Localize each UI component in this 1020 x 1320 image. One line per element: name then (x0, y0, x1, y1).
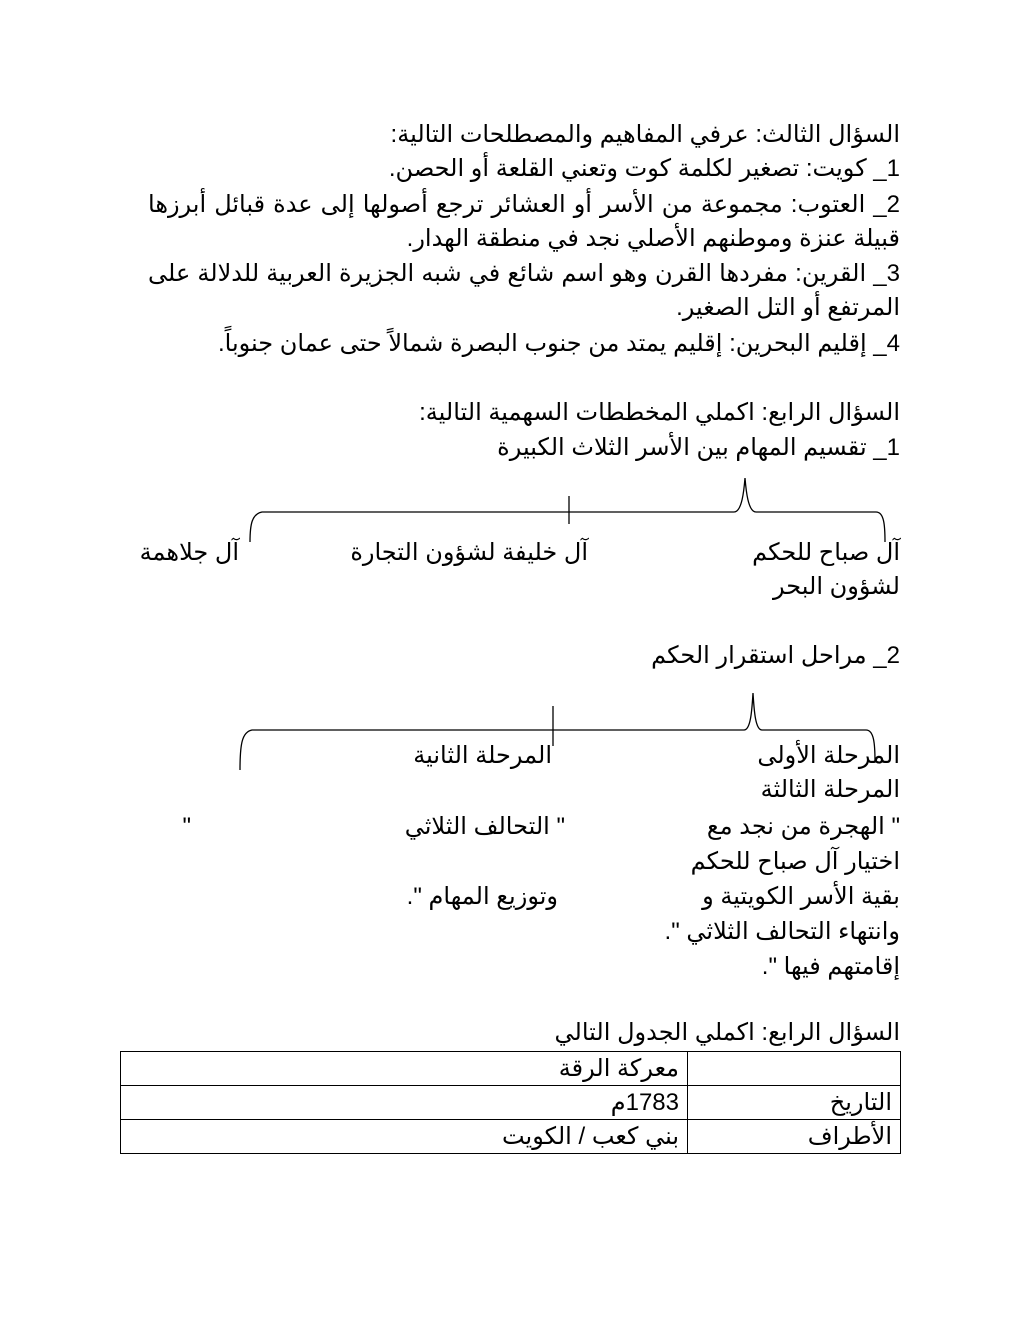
q3-item-2-line-1: 2_ العتوب: مجموعة من الأسر أو العشائر ترجع أصولها إلى عدة قبائل أبرزها (148, 191, 900, 218)
diagram2-quote-mark: " (182, 813, 191, 840)
diagram2-stage-2: المرحلة الثانية (413, 742, 552, 769)
table-value-parties: بني كعب / الكويت (121, 1120, 688, 1154)
diagram1-branch-3: آل جلاهمة (139, 539, 239, 566)
diagram2-line-c: بقية الأسر الكويتية و (702, 883, 900, 910)
table-row (121, 1120, 901, 1154)
diagram2-line-e: إقامتهم فيها ". (761, 953, 900, 980)
table-row (121, 1086, 901, 1120)
q3-title: السؤال الثالث: عرفي المفاهيم والمصطلحات التالية: (390, 121, 900, 148)
diagram1-title: 1_ تقسيم المهام بين الأسر الثلاث الكبيرة (497, 434, 900, 461)
diagram2-stage-3: المرحلة الثالثة (760, 776, 900, 803)
diagram1-branch-1: آل صباح للحكم (752, 539, 900, 566)
battle-table (120, 1051, 901, 1154)
diagram2-quote-open: " الهجرة من نجد مع (706, 813, 900, 840)
diagram2-title: 2_ مراحل استقرار الحكم (651, 642, 900, 669)
diagram2-stage-1: المرحلة الأولى (757, 742, 900, 769)
q3-item-3-line-2: المرتفع أو التل الصغير. (676, 294, 900, 321)
table-value-date: 1783م (121, 1086, 688, 1120)
diagram2-line-c2: وتوزيع المهام ". (406, 883, 558, 910)
diagram2-line-b: اختيار آل صباح للحكم (690, 848, 900, 875)
q3-item-1: 1_ كويت: تصغير لكلمة كوت وتعني القلعة أو الحصن. (388, 155, 900, 182)
q5-title: السؤال الرابع: اكملي الجدول التالي (554, 1019, 900, 1046)
table-header-value: معركة الرقة (121, 1052, 688, 1086)
diagram2-alliance: " التحالف الثلاثي (404, 813, 565, 840)
q4-title: السؤال الرابع: اكملي المخططات السهمية التالية: (419, 399, 900, 426)
table-row (121, 1052, 901, 1086)
diagram1-branch-1-sub: لشؤون البحر (773, 573, 900, 600)
table-label-date: التاريخ (688, 1086, 901, 1120)
q3-item-3-line-1: 3_ القرين: مفردها القرن وهو اسم شائع في شبه الجزيرة العربية للدلالة على (148, 260, 900, 287)
q3-item-2-line-2: قبيلة عنزة وموطنهم الأصلي نجد في منطقة الهدار. (406, 225, 900, 252)
table-cell-empty (688, 1052, 901, 1086)
table-label-parties: الأطراف (688, 1120, 901, 1154)
diagram2-line-d: وانتهاء التحالف الثلاثي ". (664, 918, 900, 945)
diagram1-brace-line (250, 478, 885, 542)
q3-item-4: 4_ إقليم البحرين: إقليم يمتد من جنوب البصرة شمالاً حتى عمان جنوباً. (217, 330, 900, 357)
diagram1-branch-2: آل خليفة لشؤون التجارة (350, 539, 588, 566)
